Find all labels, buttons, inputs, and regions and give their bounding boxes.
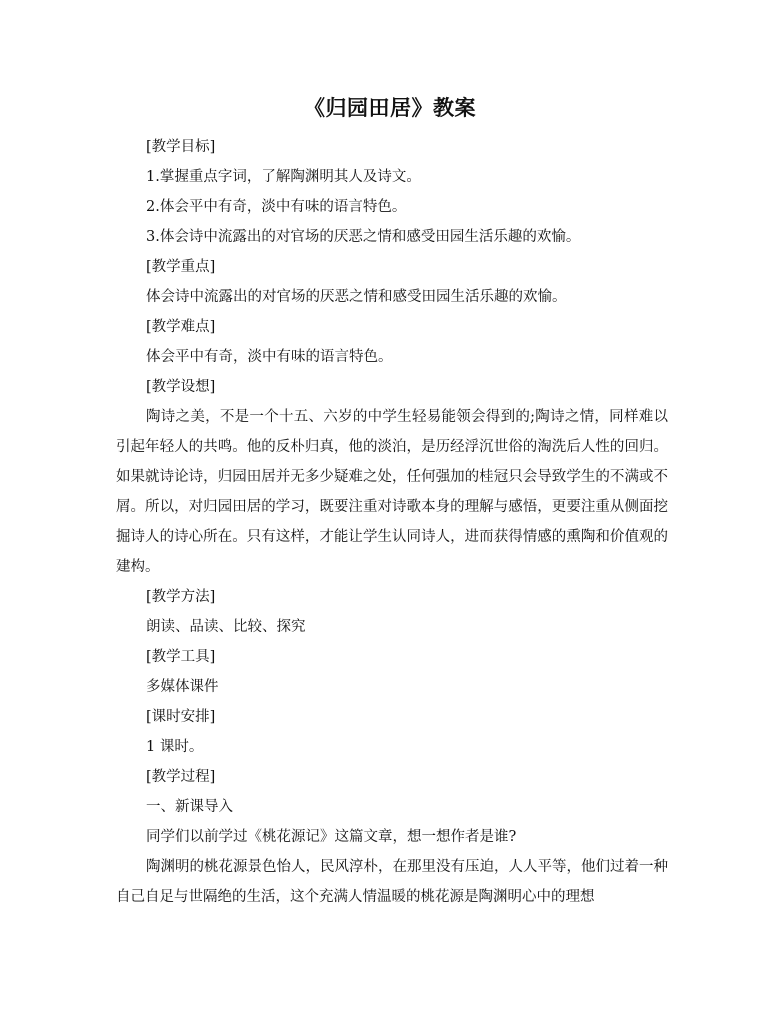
method-heading: [教学方法] — [146, 589, 216, 605]
tools-text: 多媒体课件 — [146, 679, 219, 695]
goal-heading: [教学目标] — [146, 139, 216, 155]
key-point-heading: [教学重点] — [146, 259, 216, 275]
key-point-text: 体会诗中流露出的对官场的厌恶之情和感受田园生活乐趣的欢愉。 — [146, 289, 567, 305]
document-title: 《归园田居》教案 — [304, 95, 476, 120]
process-question: 同学们以前学过《桃花源记》这篇文章，想一想作者是谁? — [146, 829, 517, 845]
difficulty-text: 体会平中有奇，淡中有味的语言特色。 — [146, 349, 393, 365]
schedule-heading: [课时安排] — [146, 709, 216, 725]
concept-paragraph: 陶诗之美，不是一个十五、六岁的中学生轻易能领会得到的;陶诗之情，同样难以引起年轻人的共鸣。他的反朴归真，他的淡泊，是历经浮沉世俗的淘洗后人性的回归。如果就诗论诗，归园田居并无多少疑难之处，任何强加的桂冠只会导致学生的不满或不屑。所以，对归园田居的学习，既要注重对诗歌本身的理解与感悟，更要注重从侧面挖掘诗人的诗心所在。只有这样，才能让学生认同诗人，进而获得情感的熏陶和价值观的建构。 — [116, 409, 668, 575]
method-text: 朗读、品读、比较、探究 — [146, 619, 306, 635]
goal-item-3: 3.体会诗中流露出的对官场的厌恶之情和感受田园生活乐趣的欢愉。 — [146, 229, 581, 245]
goal-item-2: 2.体会平中有奇，淡中有味的语言特色。 — [146, 199, 407, 215]
goal-item-1: 1.掌握重点字词，了解陶渊明其人及诗文。 — [146, 169, 421, 185]
process-step-1: 一、新课导入 — [146, 799, 233, 815]
document-body — [116, 132, 668, 912]
tools-heading: [教学工具] — [146, 649, 216, 665]
difficulty-heading: [教学难点] — [146, 319, 216, 335]
process-heading: [教学过程] — [146, 769, 216, 785]
schedule-text: 1 课时。 — [146, 739, 204, 755]
concept-heading: [教学设想] — [146, 379, 216, 395]
process-paragraph: 陶渊明的桃花源景色怡人，民风淳朴，在那里没有压迫，人人平等，他们过着一种自己自足与世隔绝的生活，这个充满人情温暖的桃花源是陶渊明心中的理想 — [116, 859, 668, 905]
